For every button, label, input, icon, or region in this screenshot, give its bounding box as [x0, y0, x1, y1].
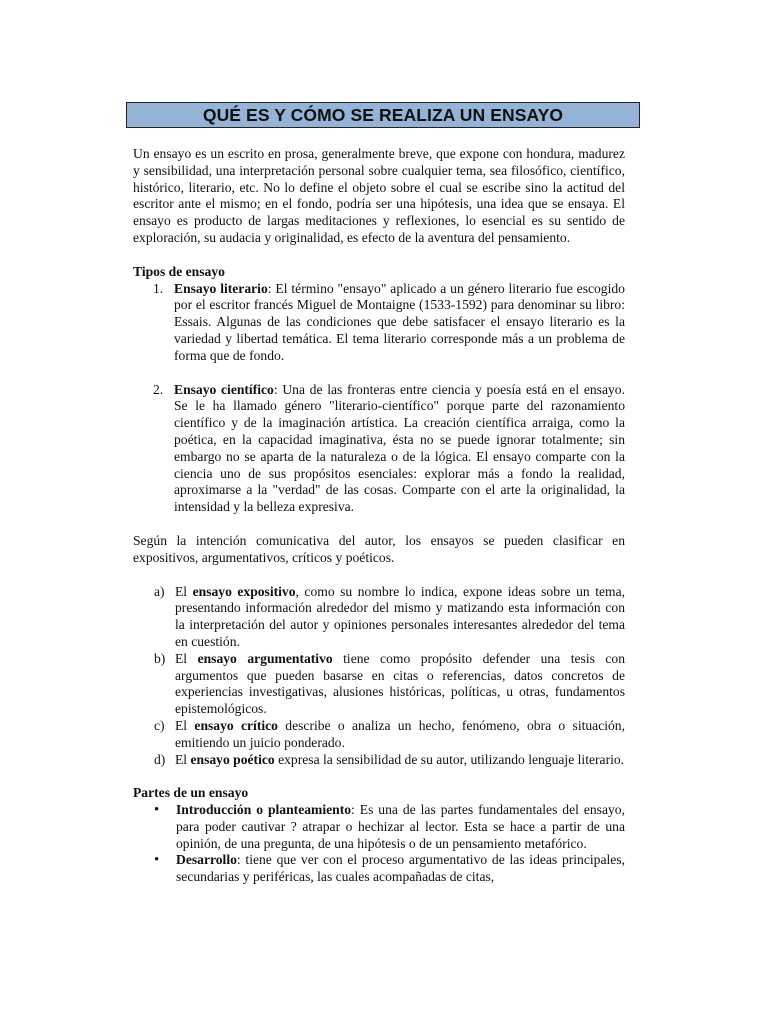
item-text: expresa la sensibilidad de su autor, utilizando lenguaje literario. [274, 751, 625, 767]
document-body [133, 146, 625, 886]
item-text: : Una de las fronteras entre ciencia y poesía está en el ensayo. Se le ha llamado género "literario-científico" porque parte del razonamiento científico y de la imaginación artística. La creación científica arraiga, como la poética, en la capacidad imaginativa, ésta no se puede ignorar totalmente; sin embargo no se aparta de la naturaleza o de la lógica. El ensayo comparte con la ciencia uno de sus propósitos esenciales: explorar más a fondo la realidad, aproximarse a la "verdad" de las cosas. Comparte con el arte la originalidad, la intensidad y la belleza expresiva. [174, 381, 625, 515]
item-text: : Es una de las partes fundamentales del ensayo, para poder cautivar ? atrapar o hechizar al lector. Esta se hace a partir de una opinión, de una pregunta, de una hipótesis o de un pensamiento metafórico. [176, 802, 626, 851]
term-label: Ensayo científico [174, 381, 274, 397]
term-label: ensayo crítico [194, 717, 278, 733]
list-marker: 2. [153, 381, 164, 397]
list-item [133, 281, 625, 365]
list-marker: b) [154, 650, 166, 666]
list-marker: c) [154, 717, 165, 733]
list-item [133, 802, 625, 852]
item-text: , como su nombre lo indica, expone ideas sobre un tema, presentando información alrededor del mismo y matizando esta información con la interpretación del autor y opiniones personales interesantes alrededor del tema en cuestión. [175, 583, 626, 649]
clases-list [133, 584, 625, 769]
partes-list [133, 802, 625, 886]
intro-paragraph: Un ensayo es un escrito en prosa, generalmente breve, que expone con hondura, madurez y sensibilidad, una interpretación personal sobre cualquier tema, sea filosófico, científico, histórico, literario, etc. No lo define el objeto sobre el cual se escribe sino la actitud del escritor ante el mismo; en el fondo, podría ser una hipótesis, una idea que se ensaya. El ensayo es producto de largas meditaciones y reflexiones, lo esencial es su sentido de exploración, su audacia y originalidad, es efecto de la aventura del pensamiento. [133, 146, 625, 245]
list-item: c) El ensayo crítico describe o analiza un hecho, fenómeno, obra o situación, emitiendo un juicio ponderado. [154, 717, 626, 750]
section-heading-partes: Partes de un ensayo [133, 785, 249, 801]
bullet-icon: • [154, 852, 160, 869]
list-marker: a) [154, 583, 165, 599]
bullet-icon: • [154, 802, 160, 819]
list-item [133, 382, 625, 516]
list-marker: 1. [153, 280, 164, 296]
term-label: Ensayo literario [174, 280, 268, 296]
item-text: describe o analiza un hecho, fenómeno, obra o situación, emitiendo un juicio ponderado. [175, 717, 626, 750]
list-marker: d) [154, 751, 166, 767]
term-label: ensayo poético [190, 751, 275, 767]
list-item: a) El ensayo expositivo, como su nombre lo indica, expone ideas sobre un tema, presentando información alrededor del mismo y matizando esta información con la interpretación del autor y opiniones personales interesantes alrededor del tema en cuestión. [154, 583, 626, 649]
tipos-list [133, 281, 625, 516]
item-text: tiene como propósito defender una tesis con argumentos que pueden basarse en citas o referencias, datos concretos de experiencias investigativas, alusiones históricas, políticas, u otras, fundamentos epistemológicos. [175, 650, 626, 717]
term-label: ensayo argumentativo [197, 650, 333, 666]
list-item [133, 852, 625, 886]
list-item: b) El ensayo argumentativo tiene como propósito defender una tesis con argumentos que pueden basarse en citas o referencias, datos concretos de experiencias investigativas, alusiones históricas, políticas, u otras, fundamentos epistemológicos. [154, 650, 626, 717]
term-label: Introducción o planteamiento [176, 802, 352, 818]
document-title: QUÉ ES Y CÓMO SE REALIZA UN ENSAYO [126, 102, 640, 128]
item-text: : tiene que ver con el proceso argumentativo de las ideas principales, secundarias y periféricas, las cuales acompañadas de citas, [176, 852, 625, 885]
item-text: : El término "ensayo" aplicado a un género literario fue escogido por el escritor francés Miguel de Montaigne (1533-1592) para denominar su libro: Essais. Algunas de las condiciones que debe satisfacer el ensayo literario es la variedad y libertad temática. El tema literario corresponde más a un problema de forma que de fondo. [174, 280, 625, 363]
clasificacion-paragraph: Según la intención comunicativa del autor, los ensayos se pueden clasificar en expositivos, argumentativos, críticos y poéticos. [133, 532, 625, 565]
term-label: Desarrollo [176, 852, 237, 868]
term-label: ensayo expositivo [192, 583, 296, 599]
section-heading-tipos: Tipos de ensayo [133, 263, 225, 279]
list-item: d) El ensayo poético expresa la sensibilidad de su autor, utilizando lenguaje literario. [154, 751, 625, 767]
